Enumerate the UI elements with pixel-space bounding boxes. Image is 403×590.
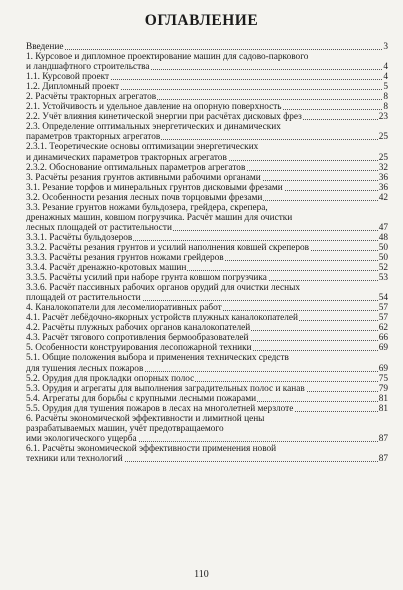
toc-entry-text: 1.2. Дипломный проект xyxy=(26,82,120,93)
toc-entry-text: 3.2. Особенности резания лесных почв торцовыми фрезами xyxy=(26,192,263,203)
toc-entry-page: 79 xyxy=(378,383,388,394)
toc-entry-text: Введение xyxy=(26,42,64,52)
toc-entry-page: 8 xyxy=(383,102,388,113)
toc-entry-page: 42 xyxy=(378,192,388,203)
toc-entry-text: 2.3.1. Теоретические основы оптимизации энергетических xyxy=(26,142,259,153)
toc-entry-text: 3.3.3. Расчёты резания грунтов ножами грейдеров xyxy=(26,252,224,263)
toc-entry-text: 3.3.1. Расчёты бульдозеров xyxy=(26,232,133,243)
toc-entry-page: 69 xyxy=(378,343,388,354)
toc-entry-page: 50 xyxy=(378,252,388,263)
toc-entry xyxy=(26,132,388,142)
toc-entry xyxy=(26,42,388,52)
toc-entry xyxy=(26,102,388,112)
toc-entry-page: 23 xyxy=(378,112,388,123)
toc-entry-text: 2.3. Определение оптимальных энергетических и динамических xyxy=(26,122,281,133)
toc-entry-text: 5. Особенности конструирования лесопожарной техники xyxy=(26,343,252,354)
toc-entry-text: 5.4. Агрегаты для борьбы с крупными лесными пожарами xyxy=(26,393,257,404)
toc-entry-text: 4.1. Расчёт лебёдочно-якорных устройств плужных каналокопателей xyxy=(26,313,299,324)
toc-entry-page: 87 xyxy=(378,433,388,444)
toc-entry-page: 50 xyxy=(378,242,388,253)
toc-entry-text: 5.2. Орудия для прокладки опорных полос xyxy=(26,373,195,384)
table-of-contents xyxy=(26,42,388,464)
toc-entry xyxy=(26,62,388,72)
toc-entry-page: 81 xyxy=(378,403,388,414)
toc-entry-text: площадей от растительности xyxy=(26,293,141,304)
toc-entry-text: 6. Расчёты экономической эффективности и лимитной цены xyxy=(26,413,265,424)
toc-entry-page: 53 xyxy=(378,273,388,284)
toc-entry xyxy=(26,343,388,353)
toc-entry-text: 3.3. Резание грунтов ножами бульдозера, грейдера, скрепера, xyxy=(26,202,268,213)
toc-entry xyxy=(26,283,388,293)
toc-entry-page: 8 xyxy=(383,92,388,103)
toc-entry xyxy=(26,72,388,82)
toc-entry-text: 3.3.2. Расчёты резания грунтов и усилий наполнения ковшей скреперов xyxy=(26,242,310,253)
toc-entry xyxy=(26,414,388,424)
toc-entry-page: 5 xyxy=(383,82,388,93)
toc-entry-text: 6.1. Расчёты экономической эффективности применения новой xyxy=(26,443,277,454)
toc-entry-page: 25 xyxy=(378,132,388,143)
toc-entry-page: 81 xyxy=(378,393,388,404)
toc-entry-page: 32 xyxy=(378,162,388,173)
toc-entry xyxy=(26,112,388,122)
toc-entry-text: 4. Каналокопатели для лесомелиоративных работ xyxy=(26,303,222,314)
toc-entry-text: 2. Расчёты тракторных агрегатов xyxy=(26,92,157,103)
toc-entry xyxy=(26,92,388,102)
toc-entry-page: 87 xyxy=(378,453,388,464)
page-number: 110 xyxy=(194,569,209,580)
toc-entry xyxy=(26,122,388,132)
toc-entry xyxy=(26,434,388,444)
toc-entry xyxy=(26,173,388,183)
toc-entry xyxy=(26,243,388,253)
toc-entry xyxy=(26,263,388,273)
toc-entry-text: и динамических параметров тракторных агрегатов xyxy=(26,152,227,163)
toc-entry-page: 52 xyxy=(378,263,388,274)
toc-entry-text: лесных площадей от растительности xyxy=(26,222,172,233)
toc-entry-page: 4 xyxy=(383,72,388,83)
toc-entry-page: 3 xyxy=(383,42,388,52)
toc-entry-page: 4 xyxy=(383,62,388,73)
toc-entry xyxy=(26,444,388,454)
toc-entry-text: 5.5. Орудия для тушения пожаров в лесах на многолетней мерзлоте xyxy=(26,403,294,414)
toc-entry-page: 57 xyxy=(378,313,388,324)
toc-entry-text: 3. Расчёты резания грунтов активными рабочими органами xyxy=(26,172,261,183)
toc-entry-text: 3.3.4. Расчёт дренажно-кротовых машин xyxy=(26,263,187,274)
toc-entry xyxy=(26,203,388,213)
toc-entry-text: 3.3.6. Расчёт пассивных рабочих органов орудий для очистки лесных xyxy=(26,283,300,294)
toc-entry-text: 2.2. Учёт влияния кинетической энергии при расчётах дисковых фрез xyxy=(26,112,302,123)
toc-entry xyxy=(26,353,388,363)
toc-entry-text: 3.1. Резание торфов и минеральных грунтов дисковыми фрезами xyxy=(26,182,283,193)
toc-entry-text: и ландшафтного строительства xyxy=(26,62,150,73)
toc-entry-page: 47 xyxy=(378,222,388,233)
toc-entry xyxy=(26,253,388,263)
toc-entry-text: для тушения лесных пожаров xyxy=(26,363,144,374)
toc-entry xyxy=(26,364,388,374)
toc-entry xyxy=(26,223,388,233)
toc-entry-text: 4.2. Расчёты плужных рабочих органов каналокопателей xyxy=(26,323,251,334)
toc-entry-text: разрабатываемых машин, учёт предотвращаемого xyxy=(26,423,224,434)
toc-entry xyxy=(26,313,388,323)
toc-entry xyxy=(26,163,388,173)
toc-entry xyxy=(26,153,388,163)
toc-entry xyxy=(26,142,388,152)
toc-entry-page: 66 xyxy=(378,333,388,344)
toc-entry-page: 48 xyxy=(378,232,388,243)
page-title: ОГЛАВЛЕНИЕ xyxy=(144,12,259,29)
toc-entry xyxy=(26,404,388,414)
toc-entry-text: ими экологического ущерба xyxy=(26,433,137,444)
toc-entry xyxy=(26,183,388,193)
toc-entry xyxy=(26,323,388,333)
toc-entry xyxy=(26,454,388,464)
toc-entry xyxy=(26,333,388,343)
toc-entry-page: 57 xyxy=(378,303,388,314)
toc-entry xyxy=(26,52,388,62)
toc-entry-text: техники или технологий xyxy=(26,453,123,464)
toc-entry-text: 2.1. Устойчивость и удельное давление на опорную поверхность xyxy=(26,102,282,113)
toc-entry xyxy=(26,213,388,223)
toc-entry xyxy=(26,394,388,404)
toc-entry xyxy=(26,374,388,384)
toc-entry-text: 3.3.5. Расчёты усилий при наборе грунта ковшом погрузчика xyxy=(26,273,267,284)
toc-entry xyxy=(26,273,388,283)
toc-entry xyxy=(26,303,388,313)
toc-entry-text: дренажных машин, ковшом погрузчика. Расчёт машин для очистки xyxy=(26,212,293,223)
toc-entry-page: 36 xyxy=(378,182,388,193)
toc-entry xyxy=(26,424,388,434)
toc-entry-page: 54 xyxy=(378,293,388,304)
toc-entry-text: параметров тракторных агрегатов xyxy=(26,132,161,143)
toc-entry-page: 25 xyxy=(378,152,388,163)
toc-entry-page: 36 xyxy=(378,172,388,183)
toc-entry xyxy=(26,82,388,92)
toc-entry-text: 2.3.2. Обоснование оптимальных параметров агрегатов xyxy=(26,162,246,173)
toc-entry-page: 62 xyxy=(378,323,388,334)
toc-entry xyxy=(26,233,388,243)
toc-entry-text: 5.3. Орудия и агрегаты для выполнения заградительных полос и канав xyxy=(26,383,305,394)
toc-entry-text: 1. Курсовое и дипломное проектирование машин для садово-паркового xyxy=(26,52,309,63)
toc-entry xyxy=(26,193,388,203)
toc-entry-text: 5.1. Общие положения выбора и применения технических средств xyxy=(26,353,289,364)
toc-entry-page: 69 xyxy=(378,363,388,374)
toc-entry xyxy=(26,384,388,394)
toc-entry-text: 1.1. Курсовой проект xyxy=(26,72,110,83)
toc-entry-page: 75 xyxy=(378,373,388,384)
toc-entry-text: 4.3. Расчёт тягового сопротивления бермообразователей xyxy=(26,333,249,344)
toc-entry xyxy=(26,293,388,303)
